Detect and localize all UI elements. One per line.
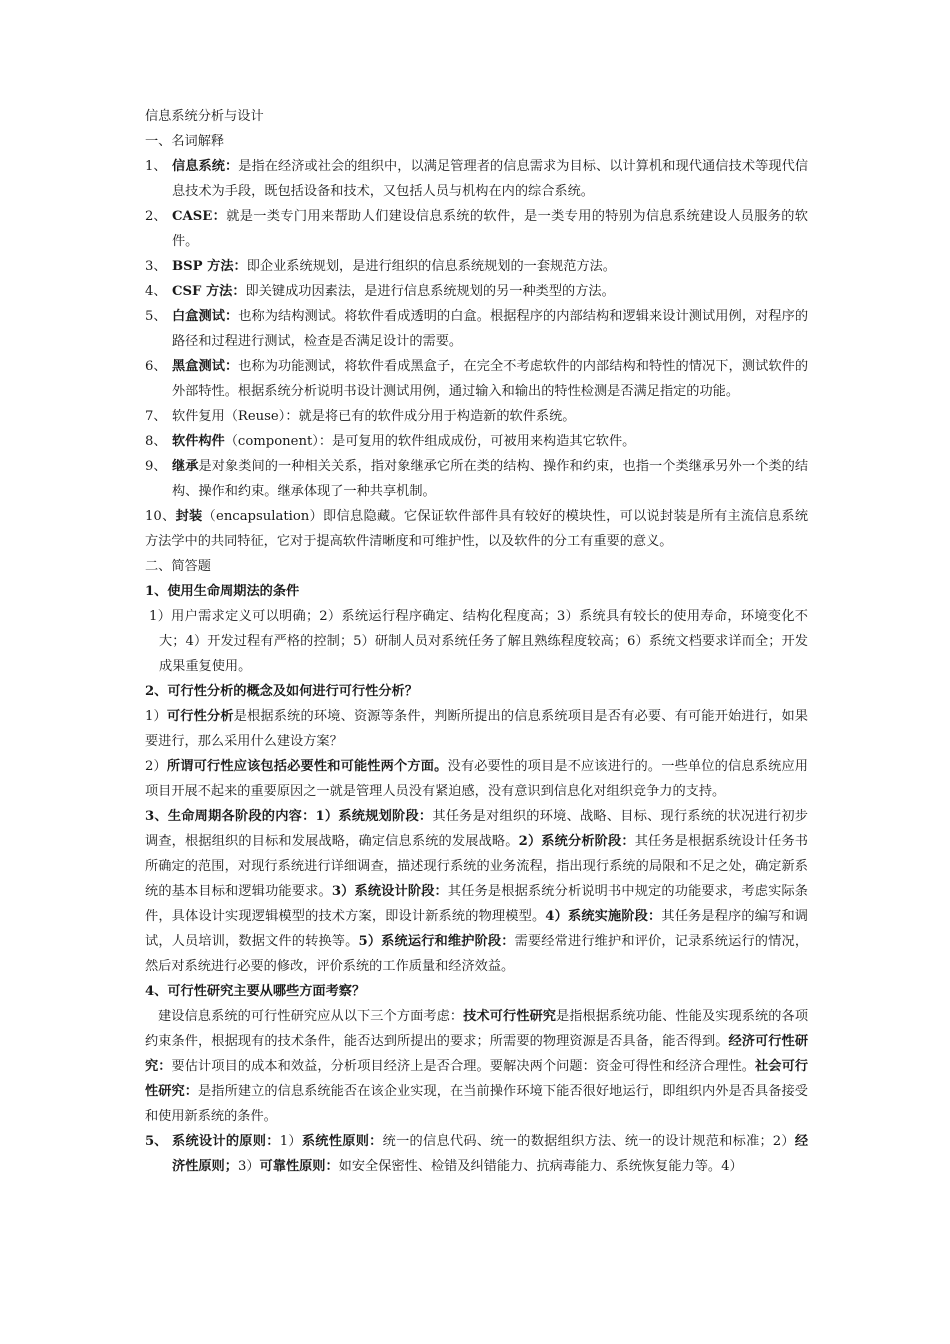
question-3-body bbox=[145, 804, 808, 979]
item-number: 5、 bbox=[145, 1134, 168, 1149]
stage-text: 其任务是对组织的环境、战略、目标、现行系统的状况进行初步调查，根据组织的目标和发展战略，确定信息系统的发展战略。 bbox=[145, 809, 808, 849]
item-number: 8、 bbox=[145, 434, 167, 449]
term-definition: 也称为功能测试，将软件看成黑盒子，在完全不考虑软件的内部结构和特性的情况下，测试软件的外部特性。根据系统分析说明书设计测试用例，通过输入和输出的特性检测是否满足指定的功能。 bbox=[172, 359, 809, 399]
term-item-7 bbox=[145, 404, 808, 429]
term-definition: 即企业系统规划，是进行组织的信息系统规划的一套规范方法。 bbox=[246, 259, 616, 274]
key-term: 可行性分析 bbox=[166, 709, 234, 724]
question-3-title: 3、生命周期各阶段的内容： bbox=[145, 809, 316, 824]
question-2-paragraph-1 bbox=[145, 704, 808, 754]
paragraph-text: 统一的信息代码、统一的数据组织方法、统一的设计规范和标准； bbox=[382, 1134, 773, 1149]
stage-title: 3）系统设计阶段： bbox=[331, 884, 448, 899]
term-definition: 即关键成功因素法，是进行信息系统规划的另一种类型的方法。 bbox=[245, 284, 615, 299]
term-definition: 也称为结构测试。将软件看成透明的白盒。根据程序的内部结构和逻辑来设计测试用例，对程序的路径和过程进行测试，检查是否满足设计的需要。 bbox=[172, 309, 809, 349]
question-1-answer: 1）用户需求定义可以明确；2）系统运行程序确定、结构化程度高；3）系统具有较长的使用寿命，环境变化不大；4）开发过程有严格的控制；5）研制人员对系统任务了解且熟练程度较高；6）系统文档要求详而全；开发成果重复使用。 bbox=[149, 609, 808, 674]
key-term: 技术可行性研究 bbox=[463, 1009, 557, 1024]
stage-title: 4）系统实施阶段： bbox=[545, 909, 662, 924]
term-label: 白盒测试： bbox=[172, 309, 239, 324]
stage-text: 其任务是根据系统分析说明书中规定的功能要求，考虑实际条件，具体设计实现逻辑模型的技术方案，即设计新系统的物理模型。 bbox=[145, 884, 808, 924]
document-title: 信息系统分析与设计 bbox=[145, 109, 264, 124]
question-4-title: 4、可行性研究主要从哪些方面考察？ bbox=[145, 984, 366, 999]
section-1-heading: 一、名词解释 bbox=[145, 134, 225, 149]
item-number: 7、 bbox=[145, 409, 167, 424]
key-term: 所谓可行性应该包括必要性和可能性两个方面。 bbox=[166, 759, 448, 774]
paragraph-prefix: 2） bbox=[145, 759, 167, 774]
paragraph-text: 没有必要性的项目是不应该进行的。一些单位的信息系统应用项目开展不起来的重要原因之一就是管理人员没有紧迫感，没有意识到信息化对组织竞争力的支持。 bbox=[145, 759, 808, 799]
term-item-8 bbox=[145, 429, 808, 454]
stage-title: 5）系统运行和维护阶段： bbox=[358, 934, 515, 949]
term-definition: （encapsulation）即信息隐藏。它保证软件部件具有较好的模块性，可以说封装是所有主流信息系统方法学中的共同特征，它对于提高软件清晰度和可维护性，以及软件的分工有重要的意义。 bbox=[145, 509, 809, 549]
term-item-6 bbox=[145, 354, 808, 404]
paragraph-text: 是指根据系统功能、性能及实现系统的各项约束条件，根据现有的技术条件，能否达到所提出的要求；所需要的物理资源是否具备，能否得到。 bbox=[145, 1009, 809, 1049]
paragraph-text: 要估计项目的成本和效益，分析项目经济上是否合理。要解决两个问题：资金可得性和经济合理性。 bbox=[171, 1059, 756, 1074]
paragraph-text: 建设信息系统的可行性研究应从以下三个方面考虑： bbox=[158, 1009, 464, 1024]
stage-text: 其任务是根据系统设计任务书所确定的范围，对现行系统进行详细调查，描述现行系统的业务流程，指出现行系统的局限和不足之处，确定新系统的基本目标和逻辑功能要求。 bbox=[145, 834, 808, 899]
term-definition: （component）：是可复用的软件组成成份，可被用来构造其它软件。 bbox=[224, 434, 636, 449]
section-2-heading: 二、简答题 bbox=[145, 559, 211, 574]
term-label: 软件构件 bbox=[172, 434, 225, 449]
item-number: 9、 bbox=[145, 459, 167, 474]
term-definition: 是指在经济或社会的组织中，以满足管理者的信息需求为目标、以计算机和现代通信技术等现代信息技术为手段，既包括设备和技术，又包括人员与机构在内的综合系统。 bbox=[172, 159, 809, 199]
paragraph-text: 是根据系统的环境、资源等条件，判断所提出的信息系统项目是否有必要、有可能开始进行，如果要进行，那么采用什么建设方案？ bbox=[145, 709, 808, 749]
term-label: CSF 方法： bbox=[172, 284, 246, 299]
key-term: 社会可行性研究： bbox=[145, 1059, 809, 1099]
document-page bbox=[145, 104, 808, 1179]
item-number: 4、 bbox=[145, 284, 167, 299]
term-definition: 是对象类间的一种相关关系，指对象继承它所在类的结构、操作和约束，也指一个类继承另外一个类的结构、操作和约束。继承体现了一种共享机制。 bbox=[172, 459, 809, 499]
item-number: 2、 bbox=[145, 209, 167, 224]
paragraph-prefix: 1） bbox=[279, 1134, 302, 1149]
term-item-3 bbox=[145, 254, 808, 279]
question-5-title: 系统设计的原则： bbox=[172, 1134, 280, 1149]
key-term: 系统性原则： bbox=[301, 1134, 383, 1149]
stage-text: 需要经常进行维护和评价，记录系统运行的情况，然后对系统进行必要的修改，评价系统的工作质量和经济效益。 bbox=[145, 934, 809, 974]
term-item-5 bbox=[145, 304, 808, 354]
term-label: 黑盒测试： bbox=[172, 359, 239, 374]
item-number: 1、 bbox=[145, 159, 167, 174]
item-number: 6、 bbox=[145, 359, 167, 374]
question-5 bbox=[145, 1129, 808, 1179]
question-1-title: 1、使用生命周期法的条件 bbox=[145, 584, 300, 599]
question-2-title: 2、可行性分析的概念及如何进行可行性分析？ bbox=[145, 684, 418, 699]
term-item-4 bbox=[145, 279, 808, 304]
term-label: 信息系统： bbox=[172, 159, 239, 174]
term-label: 封装 bbox=[175, 509, 203, 524]
item-number: 3、 bbox=[145, 259, 167, 274]
paragraph-prefix: 1） bbox=[145, 709, 167, 724]
paragraph-prefix: 2） bbox=[772, 1134, 795, 1149]
question-2-paragraph-2 bbox=[145, 754, 808, 804]
term-label: CASE： bbox=[172, 209, 227, 224]
stage-text: 其任务是程序的编写和调试，人员培训，数据文件的转换等。 bbox=[145, 909, 808, 949]
item-number: 5、 bbox=[145, 309, 167, 324]
key-term: 经济可行性研究： bbox=[145, 1034, 809, 1074]
question-4-body bbox=[145, 1004, 808, 1129]
key-term: 可靠性原则： bbox=[259, 1159, 339, 1174]
term-item-1 bbox=[145, 154, 808, 204]
item-number: 10、 bbox=[145, 509, 176, 524]
stage-title: 1）系统规划阶段： bbox=[315, 809, 433, 824]
term-item-9 bbox=[145, 454, 808, 504]
paragraph-prefix: 3） bbox=[237, 1159, 260, 1174]
term-definition: 软件复用（Reuse）：就是将已有的软件成分用于构造新的软件系统。 bbox=[172, 409, 576, 424]
term-definition: 就是一类专门用来帮助人们建设信息系统的软件，是一类专用的特别为信息系统建设人员服务的软件。 bbox=[172, 209, 808, 249]
paragraph-text: 是指所建立的信息系统能否在该企业实现，在当前操作环境下能否很好地运行，即组织内外是否具备接受和使用新系统的条件。 bbox=[145, 1084, 808, 1124]
term-item-2 bbox=[145, 204, 808, 254]
term-label: BSP 方法： bbox=[172, 259, 247, 274]
term-label: 继承 bbox=[172, 459, 199, 474]
term-item-10 bbox=[145, 504, 808, 554]
key-term: 经济性原则； bbox=[172, 1134, 809, 1174]
stage-title: 2）系统分析阶段： bbox=[518, 834, 635, 849]
paragraph-text: 如安全保密性、检错及纠错能力、抗病毒能力、系统恢复能力等。4） bbox=[338, 1159, 743, 1174]
